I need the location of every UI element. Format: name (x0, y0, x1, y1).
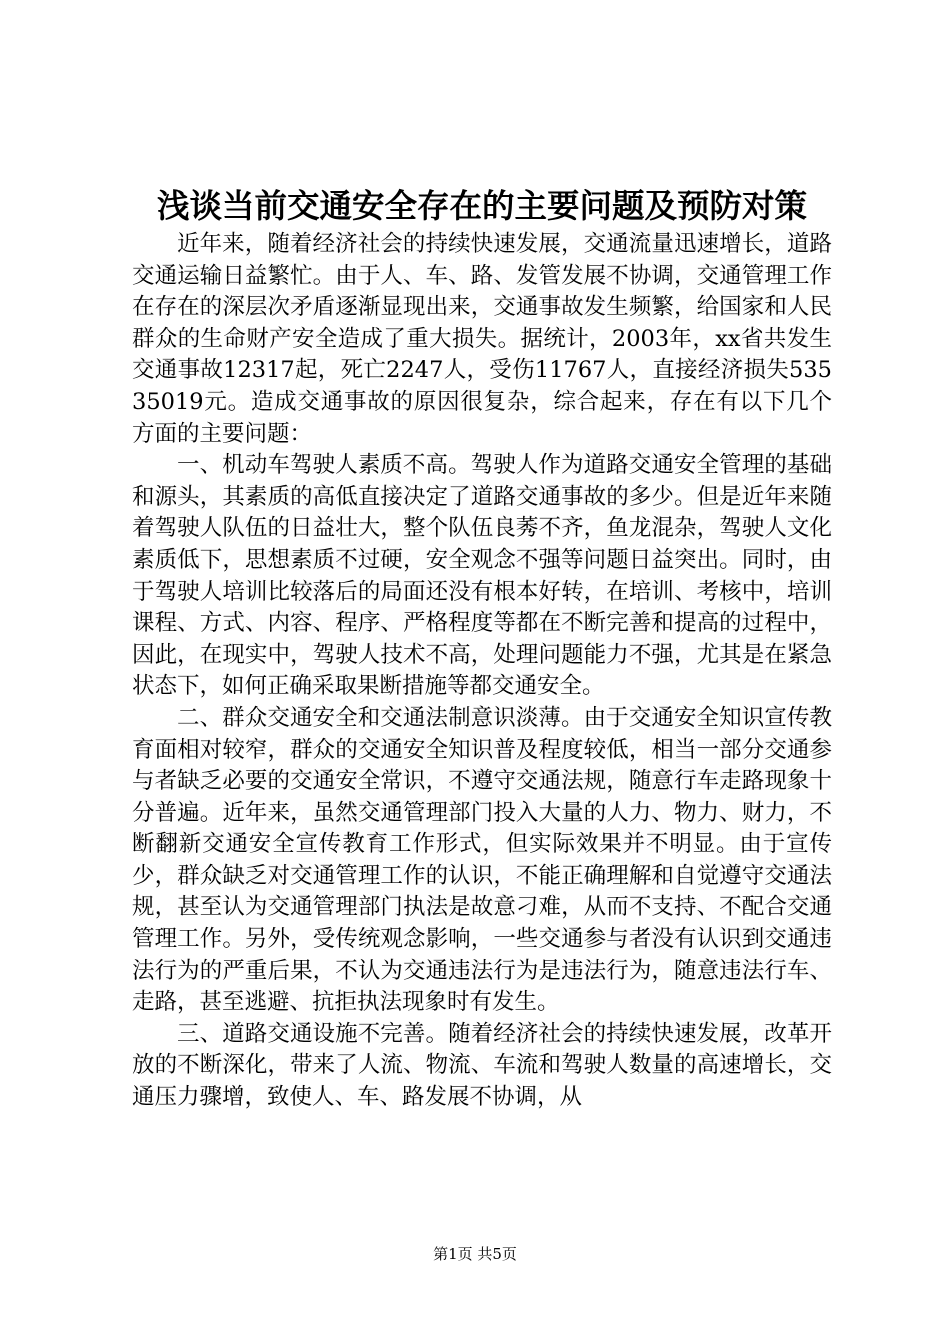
paragraph-public-awareness: 二、群众交通安全和交通法制意识淡薄。由于交通安全知识宣传教育面相对较窄，群众的交通安全知识普及程度较低，相当一部分交通参与者缺乏必要的交通安全常识，不遵守交通法规，随意行车走路现象十分普遍。近年来，虽然交通管理部门投入大量的人力、物力、财力，不断翻新交通安全宣传教育工作形式，但实际效果并不明显。由于宣传少，群众缺乏对交通管理工作的认识，不能正确理解和自觉遵守交通法规，甚至认为交通管理部门执法是故意刁难，从而不支持、不配合交通管理工作。另外，受传统观念影响，一些交通参与者没有认识到交通违法行为的严重后果，不认为交通违法行为是违法行为，随意违法行车、走路，甚至逃避、抗拒执法现象时有发生。 (132, 704, 832, 1016)
paragraph-road-facilities: 三、道路交通设施不完善。随着经济社会的持续快速发展，改革开放的不断深化，带来了人流、物流、车流和驾驶人数量的高速增长，交通压力骤增，致使人、车、路发展不协调，从 (132, 1020, 832, 1111)
paragraph-driver-quality: 一、机动车驾驶人素质不高。驾驶人作为道路交通安全管理的基础和源头，其素质的高低直接决定了道路交通事故的多少。但是近年来随着驾驶人队伍的日益壮大，整个队伍良莠不齐，鱼龙混杂，驾驶人文化素质低下，思想素质不过硬，安全观念不强等问题日益突出。同时，由于驾驶人培训比较落后的局面还没有根本好转，在培训、考核中，培训课程、方式、内容、程序、严格程度等都在不断完善和提高的过程中，因此，在现实中，驾驶人技术不高，处理问题能力不强，尤其是在紧急状态下，如何正确采取果断措施等都交通安全。 (132, 452, 832, 700)
document-body (132, 229, 832, 1114)
document-title: 浅谈当前交通安全存在的主要问题及预防对策 (156, 186, 807, 225)
page-footer: 第1页 共5页 (433, 1245, 517, 1263)
paragraph-intro: 近年来，随着经济社会的持续快速发展，交通流量迅速增长，道路交通运输日益繁忙。由于人、车、路、发管发展不协调，交通管理工作在存在的深层次矛盾逐渐显现出来，交通事故发生频繁，给国家和人民群众的生命财产安全造成了重大损失。据统计，2003年，xx省共发生交通事故12317起，死亡2247人，受伤11767人，直接经济损失53535019元。造成交通事故的原因很复杂，综合起来，存在有以下几个方面的主要问题： (132, 231, 832, 447)
